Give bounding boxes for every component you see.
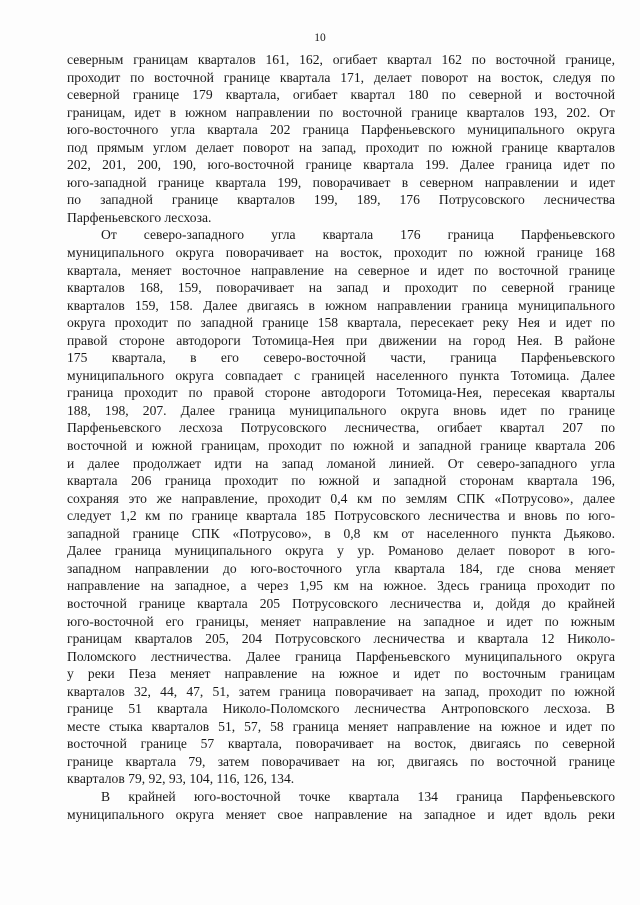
text-line: Поломского лестничества. Далее граница Парфеньевского муниципального округа [67,648,615,664]
text-line: квартала 206 граница проходит по южной и западной сторонам квартала 196, [67,473,615,489]
text-line: Парфеньевского лесхоза. [67,209,212,225]
text-line: и далее продолжает идти на запад ломаной линией. От северо-западного угла [67,455,615,471]
text-line: Далее граница муниципального округа у ур. Романово делает поворот в юго- [67,543,615,559]
text-line: под прямым углом делает поворот на запад, проходит по южной границе кварталов [67,139,615,155]
document-body [67,51,615,823]
text-line: сохраняя это же направление, проходит 0,4 км по землям СПК «Потрусово», далее [67,490,615,506]
text-line: северной границе 179 квартала, огибает квартал 180 по северной и восточной [67,87,615,103]
page-number: 10 [314,32,326,44]
text-line: квартала, меняет восточное направление на северное и идет по восточной границе [67,262,615,278]
text-line: 188, 198, 207. Далее граница муниципального округа вновь идет по границе [67,402,615,418]
text-line: направление на западное, а через 1,95 км на южное. Здесь граница проходит по [67,578,615,594]
text-line: юго-восточного угла квартала 202 граница Парфеньевского муниципального округа [67,122,615,138]
text-line: 202, 201, 200, 190, юго-восточной границе квартала 199. Далее граница идет по [67,157,615,173]
text-line: 175 квартала, в его северо-восточной части, граница Парфеньевского [67,350,615,366]
text-line: восточной границе 57 квартала, поворачивает на восток, двигаясь по северной [67,736,615,752]
text-line: юго-восточной его границы, меняет направление на западное и идет по южным [67,613,615,629]
paragraph [67,226,615,788]
text-line: В крайней юго-восточной точке квартала 134 граница Парфеньевского [101,788,615,804]
text-line: муниципального округа совпадает с границей населенного пункта Тотомица. Далее [67,367,615,383]
text-line: юго-западной границе квартала 199, поворачивает в северном направлении и идет [67,174,615,190]
text-line: северным границам кварталов 161, 162, огибает квартал 162 по восточной границе, [67,52,615,67]
text-line: месте стыка кварталов 51, 57, 58 граница меняет направление на южное и идет по [67,718,615,734]
text-line: кварталов 32, 44, 47, 51, затем граница поворачивает на запад, проходит по южной [67,683,615,699]
text-line: Парфеньевского лесхоза Потрусовского лесничества, огибает квартал 207 по [67,420,615,436]
text-line: западном направлении до юго-восточного угла квартала 184, где снова меняет [67,560,615,576]
paragraph [67,51,615,226]
text-line: по западной границе кварталов 199, 189, 176 Потрусовского лесничества [67,192,615,208]
text-line: у реки Пеза меняет направление на южное и идет по восточным границам [67,666,615,682]
text-line: правой стороне автодороги Тотомица-Нея при движении на город Нея. В районе [67,332,615,348]
text-line: кварталов 159, 158. Далее двигаясь в южном направлении граница муниципального [67,297,615,313]
text-line: муниципального округа поворачивает на восток, проходит по южной границе 168 [67,245,615,261]
text-line: кварталов 168, 159, поворачивает на запад и проходит по северной границе [67,280,615,296]
text-line: кварталов 79, 92, 93, 104, 116, 126, 134. [67,771,295,787]
text-line: границе квартала 79, затем поворачивает на юг, двигаясь по восточной границе [67,753,615,769]
text-line: округа проходит по западной границе 158 квартала, пересекает реку Нея и идет по [67,315,615,331]
text-line: граница проходит по правой стороне автодороги Тотомица-Нея, пересекая кварталы [67,385,615,401]
text-line: следует 1,2 км по границе квартала 185 Потрусовского лесничества и вновь по юго- [67,508,615,524]
text-line: границе 51 квартала Николо-Поломского лесничества Антроповского лесхоза. В [67,701,615,717]
text-line: границам кварталов 205, 204 Потрусовского лесничества и квартала 12 Николо- [67,631,615,647]
text-line: западной границе СПК «Потрусово», в 0,8 км от населенного пункта Дьяково. [67,525,615,541]
text-line: От северо-западного угла квартала 176 граница Парфеньевского [101,227,615,243]
text-line: проходит по восточной границе квартала 171, делает поворот на восток, следуя по [67,69,615,85]
text-line: границам, идет в южном направлении по восточной границе кварталов 193, 202. От [67,104,615,120]
text-line: восточной границе квартала 205 Потрусовского лесничества и, дойдя до крайней [67,595,615,611]
text-line: муниципального округа меняет свое направление на западное и идет вдоль реки [67,806,615,822]
paragraph [67,788,615,823]
text-line: восточной и южной границам, проходит по южной и западной границе квартала 206 [67,438,615,454]
